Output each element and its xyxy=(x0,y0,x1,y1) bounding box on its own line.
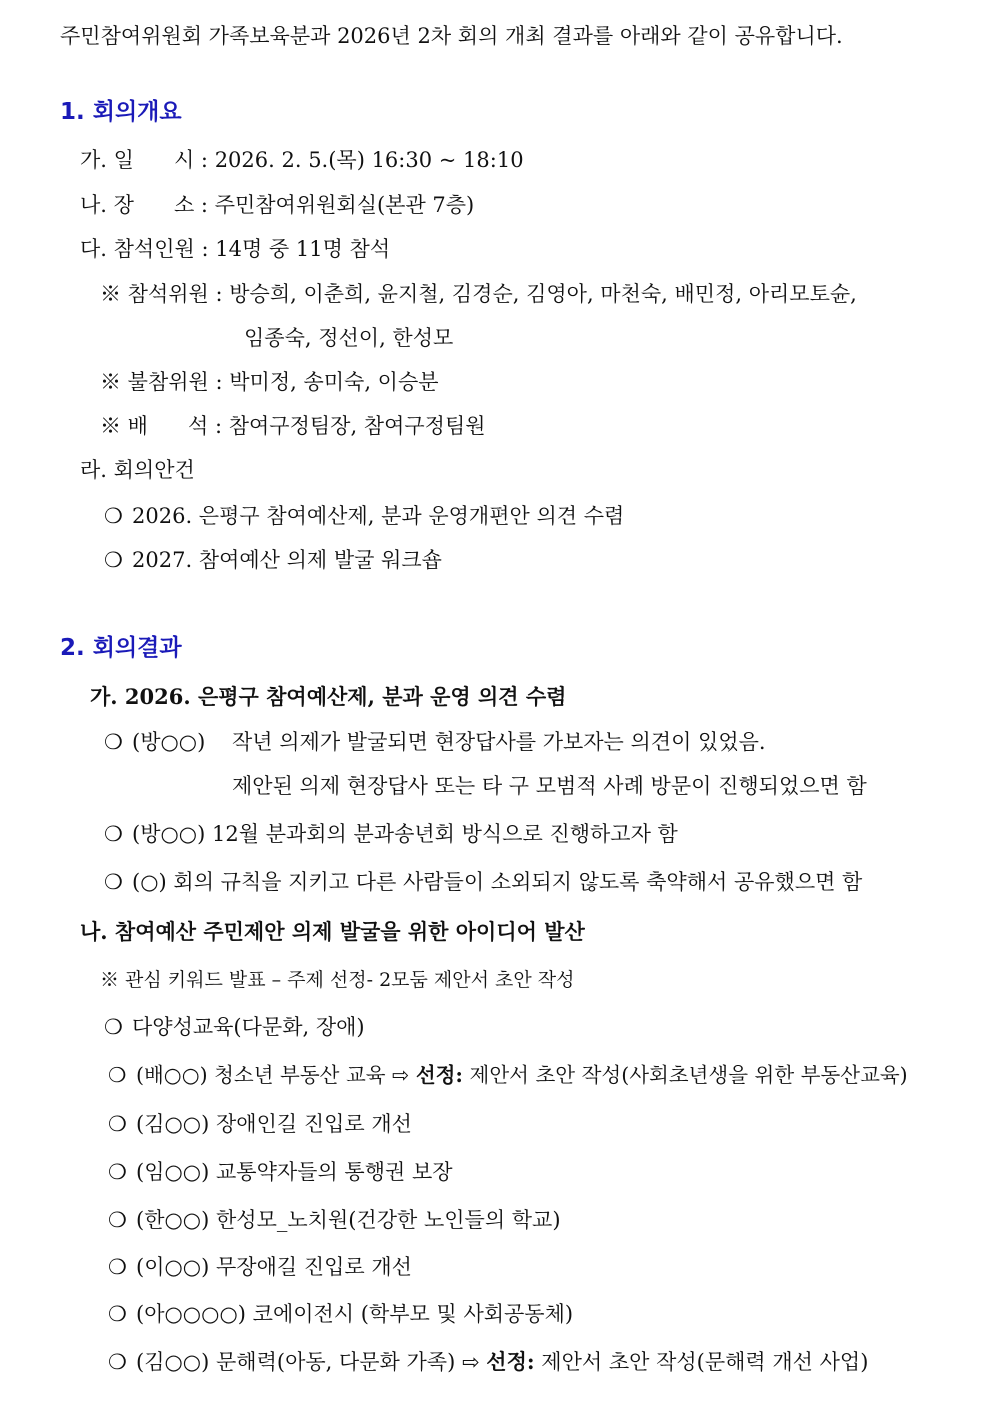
subsection-b-title: 나. 참여예산 주민제안 의제 발굴을 위한 아이디어 발산 xyxy=(80,919,585,944)
attendees-row xyxy=(100,280,857,308)
circle-bullet-icon: ❍ xyxy=(104,870,123,894)
circle-bullet-icon: ❍ xyxy=(108,1160,127,1184)
attendees-line1: 방승희, 이춘희, 윤지철, 김경순, 김영아, 마천숙, 배민정, 아리모토슌, xyxy=(229,282,857,306)
place-value: 주민참여위원회실(본관 7층) xyxy=(214,193,475,217)
circle-bullet-icon: ❍ xyxy=(108,1112,127,1136)
place-label: 나. 장 소 : xyxy=(80,193,215,217)
staff-row xyxy=(100,412,486,440)
idea-item: ❍ 다양성교육(다문화, 장애) xyxy=(104,1015,365,1039)
agenda-label: 라. 회의안건 xyxy=(80,458,195,482)
attendees-line2: 임종숙, 정선이, 한성모 xyxy=(244,326,454,350)
intro-text: 주민참여위원회 가족보육분과 2026년 2차 회의 개최 결과를 아래와 같이 공유합니다. xyxy=(60,24,843,48)
idea-item: ❍ (김○○) 문해력(아동, 다문화 가족) ⇨ 선정: 제안서 초안 작성(문해력 개선 사업) xyxy=(108,1349,869,1374)
attendees-label: ※ 참석위원 : xyxy=(100,282,230,306)
idea-item: ❍ (김○○) 장애인길 진입로 개선 xyxy=(108,1112,412,1136)
circle-bullet-icon: ❍ xyxy=(108,1302,127,1326)
attend-label: 다. 참석인원 : xyxy=(80,237,216,261)
circle-bullet-icon: ❍ xyxy=(104,504,123,528)
selected-label: 선정: xyxy=(486,1349,535,1374)
circle-bullet-icon: ❍ xyxy=(108,1063,127,1087)
circle-bullet-icon: ❍ xyxy=(108,1255,127,1279)
arrow-right-icon: ⇨ xyxy=(392,1063,410,1087)
date-label: 가. 일 시 : xyxy=(80,148,215,172)
selected-label: 선정: xyxy=(415,1063,464,1087)
section1-title: 1. 회의개요 xyxy=(60,99,182,125)
staff-label: ※ 배 석 : xyxy=(100,414,229,438)
meeting-date-row xyxy=(80,146,524,174)
section2-title: 2. 회의결과 xyxy=(60,635,182,661)
opinion-item: ❍ (○) 회의 규칙을 지키고 다른 사람들이 소외되지 않도록 축약해서 공유했으면 함 xyxy=(104,870,863,894)
idea-item: ❍ (한○○) 한성모_노치원(건강한 노인들의 학교) xyxy=(108,1208,561,1232)
opinion-item-continuation: 제안된 의제 현장답사 또는 타 구 모범적 사례 방문이 진행되었으면 함 xyxy=(232,774,867,798)
absent-label: ※ 불참위원 : xyxy=(100,370,230,394)
arrow-right-icon: ⇨ xyxy=(461,1350,480,1374)
agenda-item: ❍ 2027. 참여예산 의제 발굴 워크숍 xyxy=(104,548,442,572)
subsection-a-title: 가. 2026. 은평구 참여예산제, 분과 운영 의견 수렴 xyxy=(90,684,567,709)
opinion-item: ❍ (방○○) 12월 분과회의 분과송년회 방식으로 진행하고자 함 xyxy=(104,822,678,846)
staff-value: 참여구정팀장, 참여구정팀원 xyxy=(228,414,486,438)
circle-bullet-icon: ❍ xyxy=(104,548,123,572)
circle-bullet-icon: ❍ xyxy=(104,730,123,754)
opinion-item: ❍ (방○○) 작년 의제가 발굴되면 현장답사를 가보자는 의견이 있었음. xyxy=(104,730,766,754)
circle-bullet-icon: ❍ xyxy=(108,1208,127,1232)
circle-bullet-icon: ❍ xyxy=(104,822,123,846)
idea-item: ❍ (임○○) 교통약자들의 통행권 보장 xyxy=(108,1160,453,1184)
attend-value: 14명 중 11명 참석 xyxy=(215,237,391,261)
absent-row xyxy=(100,368,439,396)
idea-item: ❍ (이○○) 무장애길 진입로 개선 xyxy=(108,1255,412,1279)
agenda-item: ❍ 2026. 은평구 참여예산제, 분과 운영개편안 의견 수렴 xyxy=(104,504,625,528)
meeting-place-row xyxy=(80,191,474,219)
date-value: 2026. 2. 5.(목) 16:30 ~ 18:10 xyxy=(214,148,524,172)
absent-value: 박미정, 송미숙, 이승분 xyxy=(229,370,439,394)
idea-item: ❍ (배○○) 청소년 부동산 교육 ⇨ 선정: 제안서 초안 작성(사회초년생을 위한 부동산교육) xyxy=(108,1063,908,1087)
idea-item: ❍ (아○○○○) 코에이전시 (학부모 및 사회공동체) xyxy=(108,1302,574,1326)
keyword-note: ※ 관심 키워드 발표 – 주제 선정- 2모둠 제안서 초안 작성 xyxy=(100,969,575,991)
circle-bullet-icon: ❍ xyxy=(108,1350,127,1374)
attendance-row xyxy=(80,235,390,263)
circle-bullet-icon: ❍ xyxy=(104,1015,123,1039)
